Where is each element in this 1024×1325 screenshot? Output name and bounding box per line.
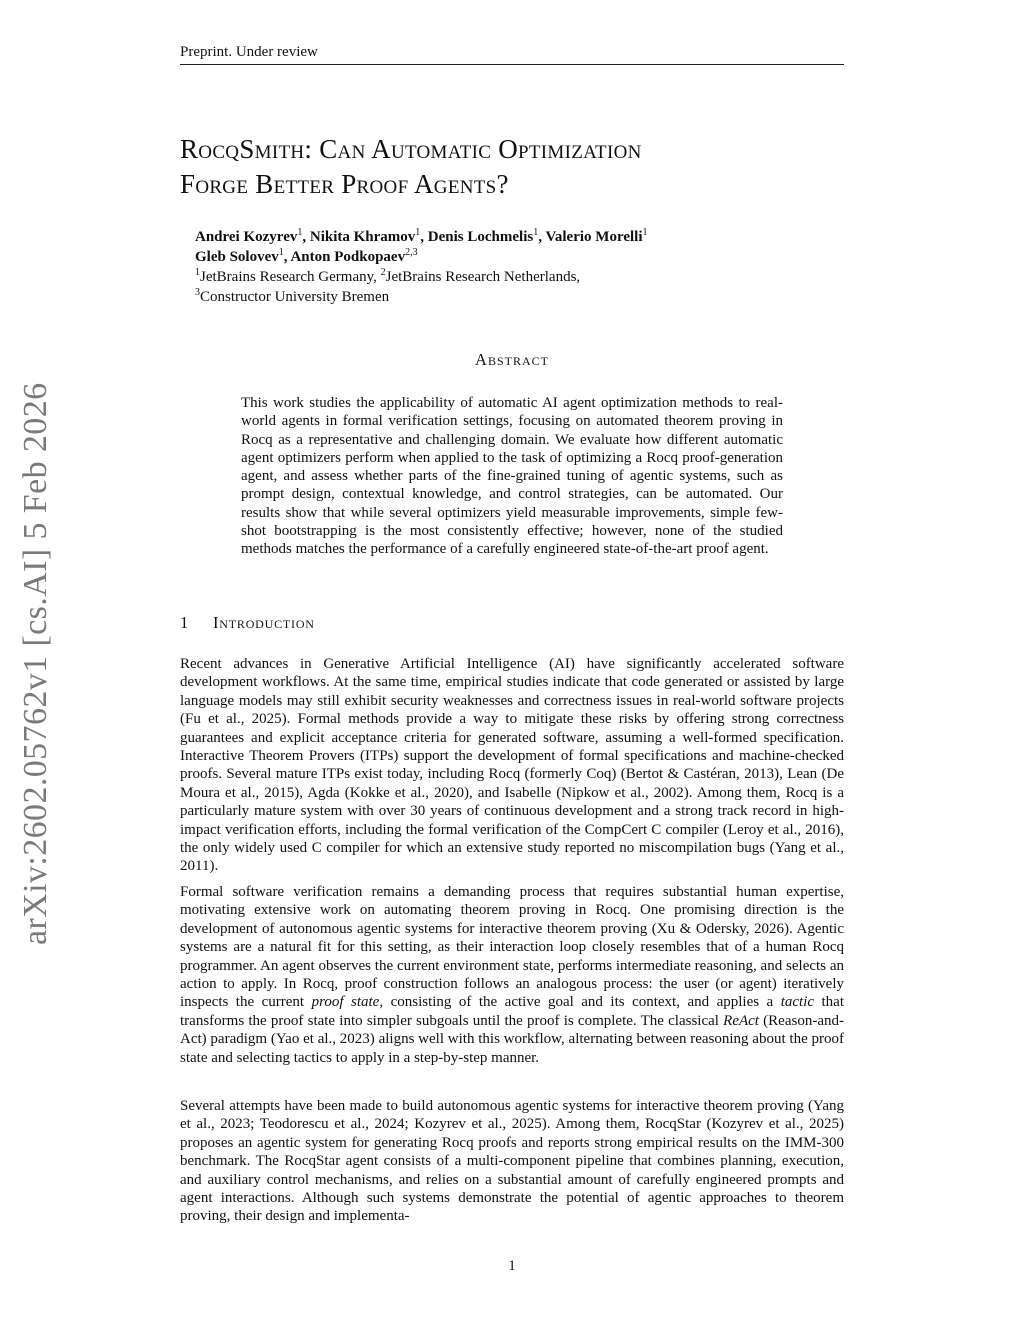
paragraph-text: Formal software verification remains a demanding process that requires substantial human expertise, motivating extensive work on automating theorem proving in Rocq. One promising direction is the development of autonomous agentic systems for interactive theorem proving (Xu & Odersky, 2026). Agentic systems are a natural fit for this setting, as their interaction loop closely resembles that of a human Rocq programmer. An agent observes the current environment state, performs intermediate reasoning, and selects an action to apply. In Rocq, proof construction follows an analogous process: the user (or agent) iteratively inspects the current: [180, 884, 844, 1011]
affiliation: Constructor University Bremen: [200, 289, 390, 305]
section-heading: [180, 613, 315, 633]
emphasis-tactic: tactic: [780, 994, 815, 1011]
affiliation-mark: 2: [380, 267, 386, 278]
abstract-heading: Abstract: [475, 350, 549, 369]
author-line-2: [195, 247, 815, 267]
affiliation: JetBrains Research Netherlands,: [385, 269, 581, 285]
paragraph-3: Several attempts have been made to build autonomous agentic systems for interactive theorem proving (Yang et al., 2023; Teodorescu et al., 2024; Kozyrev et al., 2025). Among them, RocqStar (Kozyrev et al., 2025) proposes an agentic system for generating Rocq proofs and reports strong empirical results on the IMM-300 benchmark. The RocqStar agent consists of a multi-component pipeline that combines planning, execution, and auxiliary control mechanisms, and relies on a substantial amount of carefully engineered prompts and agent interactions. Although such systems demonstrate the potential of agentic approaches to theorem proving, their design and implementa-: [180, 1098, 844, 1225]
running-header: Preprint. Under review: [180, 44, 318, 60]
section-title: Introduction: [213, 613, 315, 632]
paragraph-2: [180, 883, 844, 1067]
affiliation-line-1: [195, 267, 815, 287]
author-separator: ,: [302, 229, 310, 245]
author-name: Nikita Khramov: [309, 229, 416, 245]
paragraph-1: Recent advances in Generative Artificial Intelligence (AI) have significantly accelerated software development workflows. At the same time, empirical studies indicate that code generated or assisted by large language models may still exhibit security weaknesses and correctness issues in real-world software projects (Fu et al., 2025). Formal methods provide a way to mitigate these risks by offering strong correctness guarantees and explicit acceptance criteria for generated software, assuming a well-formed specification. Interactive Theorem Provers (ITPs) support the development of formal specifications and machine-checked proofs. Several mature ITPs exist today, including Rocq (formerly Coq) (Bertot & Castéran, 2013), Lean (De Moura et al., 2015), Agda (Kokke et al., 2020), and Isabelle (Nipkow et al., 2002). Among them, Rocq is a particularly mature system with over 30 years of continuous development and a strong track record in high-impact verification efforts, including the formal verification of the CompCert C compiler (Leroy et al., 2016), the only widely used C compiler for which an extensive study reported no miscompilation bugs (Yang et al., 2011).: [180, 656, 844, 875]
title-line-2: Forge Better Proof Agents?: [180, 169, 509, 199]
paragraph-text: (Reason-and-Act) paradigm (Yao et al., 2023) aligns well with this workflow, alternating between reasoning about the proof state and selecting tactics to apply in a step-by-step manner.: [180, 1012, 844, 1066]
author-name: Valerio Morelli: [545, 229, 643, 245]
affiliation-mark: 1: [195, 267, 200, 278]
author-name: Anton Podkopaev: [290, 249, 406, 265]
paragraph-text: that transforms the proof state into simpler subgoals until the proof is complete. The classical: [180, 994, 845, 1029]
author-line-1: [195, 227, 815, 247]
emphasis-proof-state: proof state: [311, 994, 380, 1011]
arxiv-identifier: arXiv:2602.05762v1 [cs.AI] 5 Feb 2026: [17, 382, 54, 945]
author-block: [195, 227, 815, 307]
author-separator: ,: [538, 229, 546, 245]
author-affiliation-mark: 2,3: [405, 247, 418, 258]
author-affiliation-mark: 1: [278, 247, 284, 258]
affiliation-mark: 3: [195, 287, 200, 298]
author-affiliation-mark: 1: [297, 227, 303, 238]
author-affiliation-mark: 1: [533, 227, 539, 238]
abstract-text: This work studies the applicability of automatic AI agent optimization methods to real-world agents in formal verification settings, focusing on automated theorem proving in Rocq as a representative and challenging domain. We evaluate how different automatic agent optimizers perform when applied to the task of optimizing a Rocq proof-generation agent, and assess whether parts of the fine-grained tuning of agentic systems, such as prompt design, contextual knowledge, and control strategies, can be automated. Our results show that while several optimizers yield measurable improvements, simple few-shot bootstrapping is the most consistently effective; however, none of the studied methods matches the performance of a carefully engineered state-of-the-art proof agent.: [241, 395, 783, 558]
author-name: Gleb Solovev: [195, 249, 279, 265]
author-name: Denis Lochmelis: [427, 229, 534, 245]
author-separator: ,: [283, 249, 291, 265]
affiliation-line-2: [195, 287, 815, 307]
header-rule: [180, 64, 844, 65]
author-affiliation-mark: 1: [415, 227, 421, 238]
author-name: Andrei Kozyrev: [195, 229, 298, 245]
paper-title: [180, 132, 844, 202]
affiliation: JetBrains Research Germany,: [200, 269, 381, 285]
emphasis-react: ReAct: [723, 1012, 759, 1029]
paragraph-text: , consisting of the active goal and its context, and applies a: [379, 994, 781, 1011]
page-number: 1: [508, 1258, 516, 1274]
author-separator: ,: [420, 229, 428, 245]
author-affiliation-mark: 1: [642, 227, 648, 238]
section-number: 1: [180, 613, 190, 632]
title-line-1: RocqSmith: Can Automatic Optimization: [180, 134, 642, 164]
